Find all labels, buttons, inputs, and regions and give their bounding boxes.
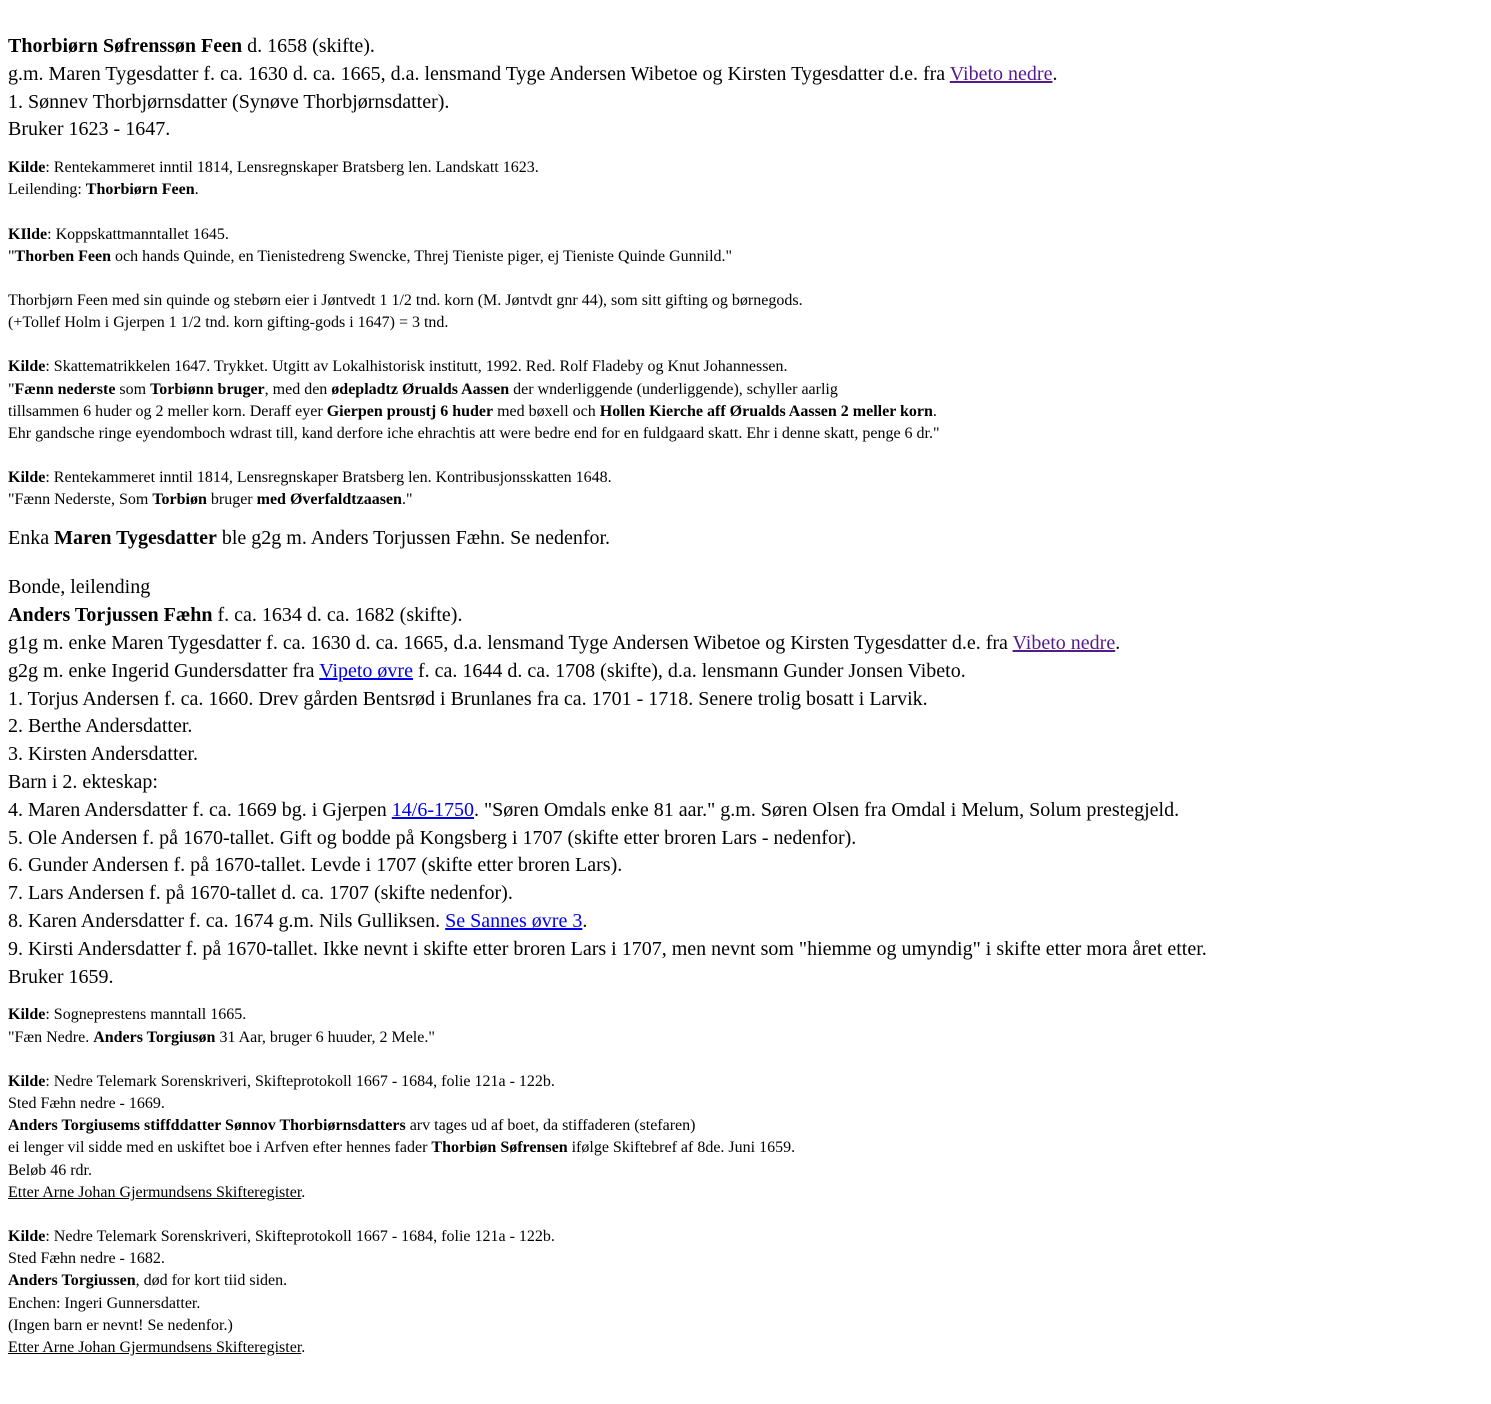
source-quote: "Fænn Nederste, Som Torbiøn bruger med Øverfaldtzaasen.": [8, 491, 413, 509]
bruker-line: Bruker 1623 - 1647.: [8, 118, 171, 141]
child-line: 1. Sønnev Thorbjørnsdatter (Synøve Thorbjørnsdatter).: [8, 90, 450, 113]
source-detail: Leilending: Thorbiørn Feen.: [8, 181, 199, 199]
source-detail: Anders Torgiusems stiffddatter Sønnov Thorbiørnsdatters arv tages ud af boet, da stiffaderen (stefaren): [8, 1117, 696, 1135]
barn-heading: Barn i 2. ekteskap:: [8, 771, 158, 793]
vipeto-ovre-link[interactable]: Vipeto øvre: [319, 659, 413, 682]
source-quote: "Thorben Feen och hands Quinde, en Tienistedreng Swencke, Threj Tieniste piger, ej Tieniste Quinde Gunnild.": [8, 247, 733, 265]
source-credit: Etter Arne Johan Gjermundsens Skifteregister.: [8, 1339, 306, 1357]
child-line: 3. Kirsten Andersdatter.: [8, 743, 198, 766]
source-quote: "Fæn Nedre. Anders Torgiusøn 31 Aar, bruger 6 huuder, 2 Mele.": [8, 1028, 435, 1046]
source-line: Kilde: Nedre Telemark Sorenskriveri, Skifteprotokoll 1667 - 1684, folie 121a - 122b.: [8, 1072, 555, 1090]
source-detail: ei lenger vil sidde med en uskiftet boe i Arfven efter hennes fader Thorbiøn Søfrensen ifølge Skiftebref af 8de. Juni 1659.: [8, 1139, 796, 1157]
person-name: Thorbiørn Søfrenssøn Feen: [8, 35, 243, 57]
child-line: 5. Ole Andersen f. på 1670-tallet. Gift og bodde på Kongsberg i 1707 (skifte etter broren Lars - nedenfor).: [8, 826, 857, 849]
child-line: 1. Torjus Andersen f. ca. 1660. Drev gården Bentsrød i Brunlanes fra ca. 1701 - 1718. Senere trolig bosatt i Larvik.: [8, 687, 928, 710]
source-detail: Beløb 46 rdr.: [8, 1161, 92, 1179]
child-line: 7. Lars Andersen f. på 1670-tallet d. ca. 1707 (skifte nedenfor).: [8, 882, 513, 905]
note-line: Thorbjørn Feen med sin quinde og stebørn eier i Jøntvedt 1 1/2 tnd. korn (M. Jøntvdt gnr 44), som sitt gifting og børnegods.: [8, 292, 803, 309]
sannes-ovre-link[interactable]: Se Sannes øvre 3: [445, 909, 583, 932]
child-line: 9. Kirsti Andersdatter f. på 1670-tallet. Ikke nevnt i skifte etter broren Lars i 1707, men nevnt som "hiemme og umyndig" i skifte etter mora året etter.: [8, 937, 1207, 960]
source-quote: Ehr gandsche ringe eyendomboch wdrast till, kand derfore iche ehrachtis att were bedre end for en fuldgaard skatt. Ehr i denne skatt, penge 6 dr.": [8, 425, 940, 443]
marriage-line: g2g m. enke Ingerid Gundersdatter fra Vipeto øvre f. ca. 1644 d. ca. 1708 (skifte), d.a. lensmann Gunder Jonsen Vibeto.: [8, 659, 966, 682]
source-detail: Sted Fæhn nedre - 1669.: [8, 1094, 165, 1112]
enka-line: Enka Maren Tygesdatter ble g2g m. Anders Torjussen Fæhn. Se nedenfor.: [8, 526, 611, 549]
source-detail: (Ingen barn er nevnt! Se nedenfor.): [8, 1316, 233, 1334]
note-line: (+Tollef Holm i Gjerpen 1 1/2 tnd. korn gifting-gods i 1647) = 3 tnd.: [8, 314, 449, 332]
child-line: 8. Karen Andersdatter f. ca. 1674 g.m. Nils Gulliksen. Se Sannes øvre 3.: [8, 909, 588, 932]
role-line: Bonde, leilending: [8, 576, 151, 599]
source-line: Kilde: Rentekammeret inntil 1814, Lensregnskaper Bratsberg len. Landskatt 1623.: [8, 159, 539, 177]
person-name: Anders Torjussen Fæhn: [8, 604, 213, 627]
source-line: Kilde: Nedre Telemark Sorenskriveri, Skifteprotokoll 1667 - 1684, folie 121a - 122b.: [8, 1228, 555, 1245]
marriage-line: g1g m. enke Maren Tygesdatter f. ca. 1630 d. ca. 1665, d.a. lensmand Tyge Andersen Wibetoe og Kirsten Tygesdatter d.e. fra Vibeto nedre.: [8, 632, 1121, 655]
person-heading: Thorbiørn Søfrenssøn Feen d. 1658 (skifte).: [8, 35, 375, 57]
person-heading: Anders Torjussen Fæhn f. ca. 1634 d. ca. 1682 (skifte).: [8, 604, 463, 627]
child-line: 2. Berthe Andersdatter.: [8, 715, 193, 738]
source-line: Kilde: Sogneprestens manntall 1665.: [8, 1006, 247, 1024]
vibeto-nedre-link[interactable]: Vibeto nedre: [1012, 632, 1116, 655]
child-line: 6. Gunder Andersen f. på 1670-tallet. Levde i 1707 (skifte etter broren Lars).: [8, 854, 623, 877]
burial-date-link[interactable]: 14/6-1750: [391, 798, 474, 821]
bruker-line: Bruker 1659.: [8, 965, 114, 988]
source-detail: Anders Torgiussen, død for kort tiid siden.: [8, 1272, 288, 1290]
source-quote: "Fænn nederste som Torbiønn bruger, med den ødepladtz Ørualds Aassen der wnderliggende (underliggende), schyller aarlig: [8, 380, 838, 398]
marriage-line: g.m. Maren Tygesdatter f. ca. 1630 d. ca. 1665, d.a. lensmand Tyge Andersen Wibetoe og Kirsten Tygesdatter d.e. fra Vibeto nedre.: [8, 62, 1058, 85]
source-detail: Enchen: Ingeri Gunnersdatter.: [8, 1294, 201, 1312]
source-line: Kilde: Skattematrikkelen 1647. Trykket. Utgitt av Lokalhistorisk institutt, 1992. Red. Rolf Fladeby og Knut Johannessen.: [8, 358, 788, 376]
source-line: Kilde: Rentekammeret inntil 1814, Lensregnskaper Bratsberg len. Kontribusjonsskatten 1648.: [8, 469, 612, 487]
source-quote: tillsammen 6 huder og 2 meller korn. Deraff eyer Gierpen proustj 6 huder med bøxell och Hollen Kierche aff Ørualds Aassen 2 meller korn.: [8, 402, 937, 420]
source-line: KIlde: Koppskattmanntallet 1645.: [8, 225, 229, 243]
document-body: [8, 0, 1483, 1359]
vibeto-nedre-link[interactable]: Vibeto nedre: [949, 62, 1053, 85]
source-credit: Etter Arne Johan Gjermundsens Skifteregister.: [8, 1183, 306, 1201]
child-line: 4. Maren Andersdatter f. ca. 1669 bg. i Gjerpen 14/6-1750. "Søren Omdals enke 81 aar." g.m. Søren Olsen fra Omdal i Melum, Solum prestegjeld.: [8, 798, 1180, 821]
source-detail: Sted Fæhn nedre - 1682.: [8, 1250, 165, 1268]
